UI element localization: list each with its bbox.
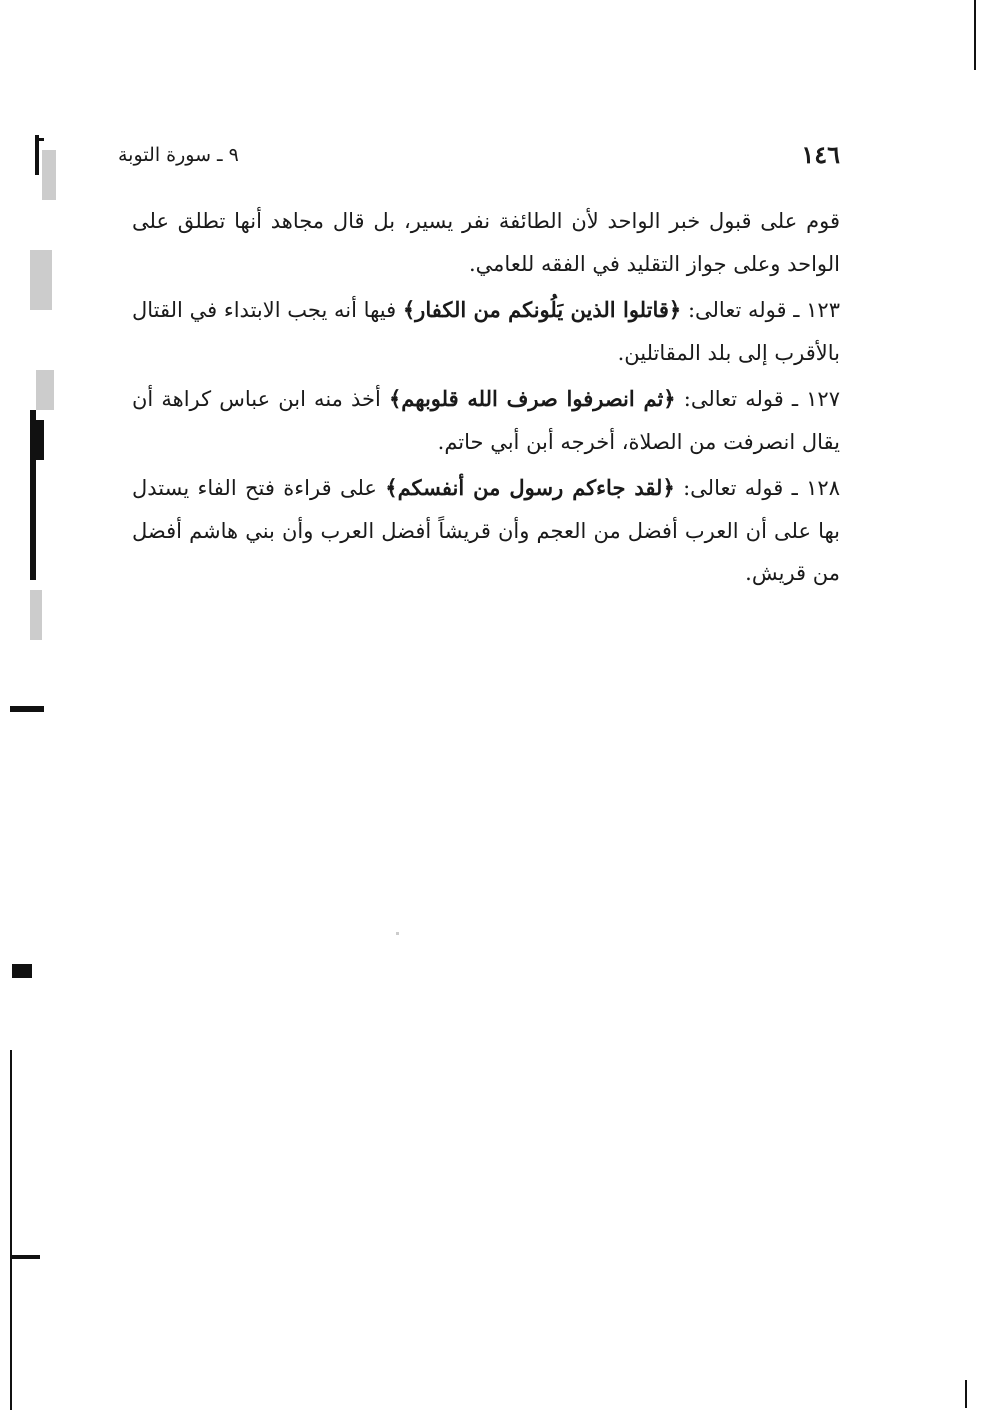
quran-verse: ﴿ثم انصرفوا صرف الله قلوبهم﴾ bbox=[388, 386, 676, 411]
running-title: ٩ ـ سورة التوبة bbox=[118, 144, 239, 166]
scan-edge-mark bbox=[10, 1255, 40, 1259]
scan-edge-mark bbox=[38, 138, 44, 141]
paragraph bbox=[132, 467, 840, 595]
paragraph-text: قوم على قبول خبر الواحد لأن الطائفة نفر يسير، بل قال مجاهد أنها تطلق على الواحد وعلى جواز التقليد في الفقه للعامي. bbox=[132, 209, 840, 276]
page-body bbox=[132, 200, 840, 599]
verse-intro: ١٢٣ ـ قوله تعالى: bbox=[681, 298, 840, 322]
scan-edge-mark bbox=[34, 420, 44, 460]
page-header bbox=[118, 140, 840, 180]
paragraph bbox=[132, 200, 840, 285]
quran-verse: ﴿قاتلوا الذين يَلُونكم من الكفار﴾ bbox=[402, 297, 682, 322]
scan-noise bbox=[42, 150, 56, 200]
verse-intro: ١٢٧ ـ قوله تعالى: bbox=[675, 387, 840, 411]
commentary-text: فيها أنه يجب الابتداء في القتال بالأقرب إلى بلد المقاتلين. bbox=[132, 298, 840, 365]
scan-edge-mark bbox=[974, 0, 976, 70]
scan-edge-mark bbox=[965, 1380, 967, 1408]
quran-verse: ﴿لقد جاءكم رسول من أنفسكم﴾ bbox=[385, 475, 675, 500]
scan-noise bbox=[36, 370, 54, 410]
scan-edge-mark bbox=[35, 135, 39, 175]
commentary-text: على قراءة فتح الفاء يستدل بها على أن العرب أفضل من العجم وأن قريشاً أفضل العرب وأن بني هاشم أفضل من قريش. bbox=[132, 476, 840, 585]
paragraph bbox=[132, 289, 840, 374]
scan-noise bbox=[396, 932, 399, 935]
scan-edge-mark bbox=[12, 964, 32, 978]
scan-edge-mark bbox=[10, 706, 44, 712]
scan-noise bbox=[30, 250, 52, 310]
scan-noise bbox=[30, 590, 42, 640]
verse-intro: ١٢٨ ـ قوله تعالى: bbox=[674, 476, 840, 500]
paragraph bbox=[132, 378, 840, 463]
commentary-text: أخذ منه ابن عباس كراهة أن يقال انصرفت من الصلاة، أخرجه أبن أبي حاتم. bbox=[132, 387, 840, 454]
page-number: ١٤٦ bbox=[801, 140, 840, 169]
scan-edge-mark bbox=[10, 1050, 12, 1410]
